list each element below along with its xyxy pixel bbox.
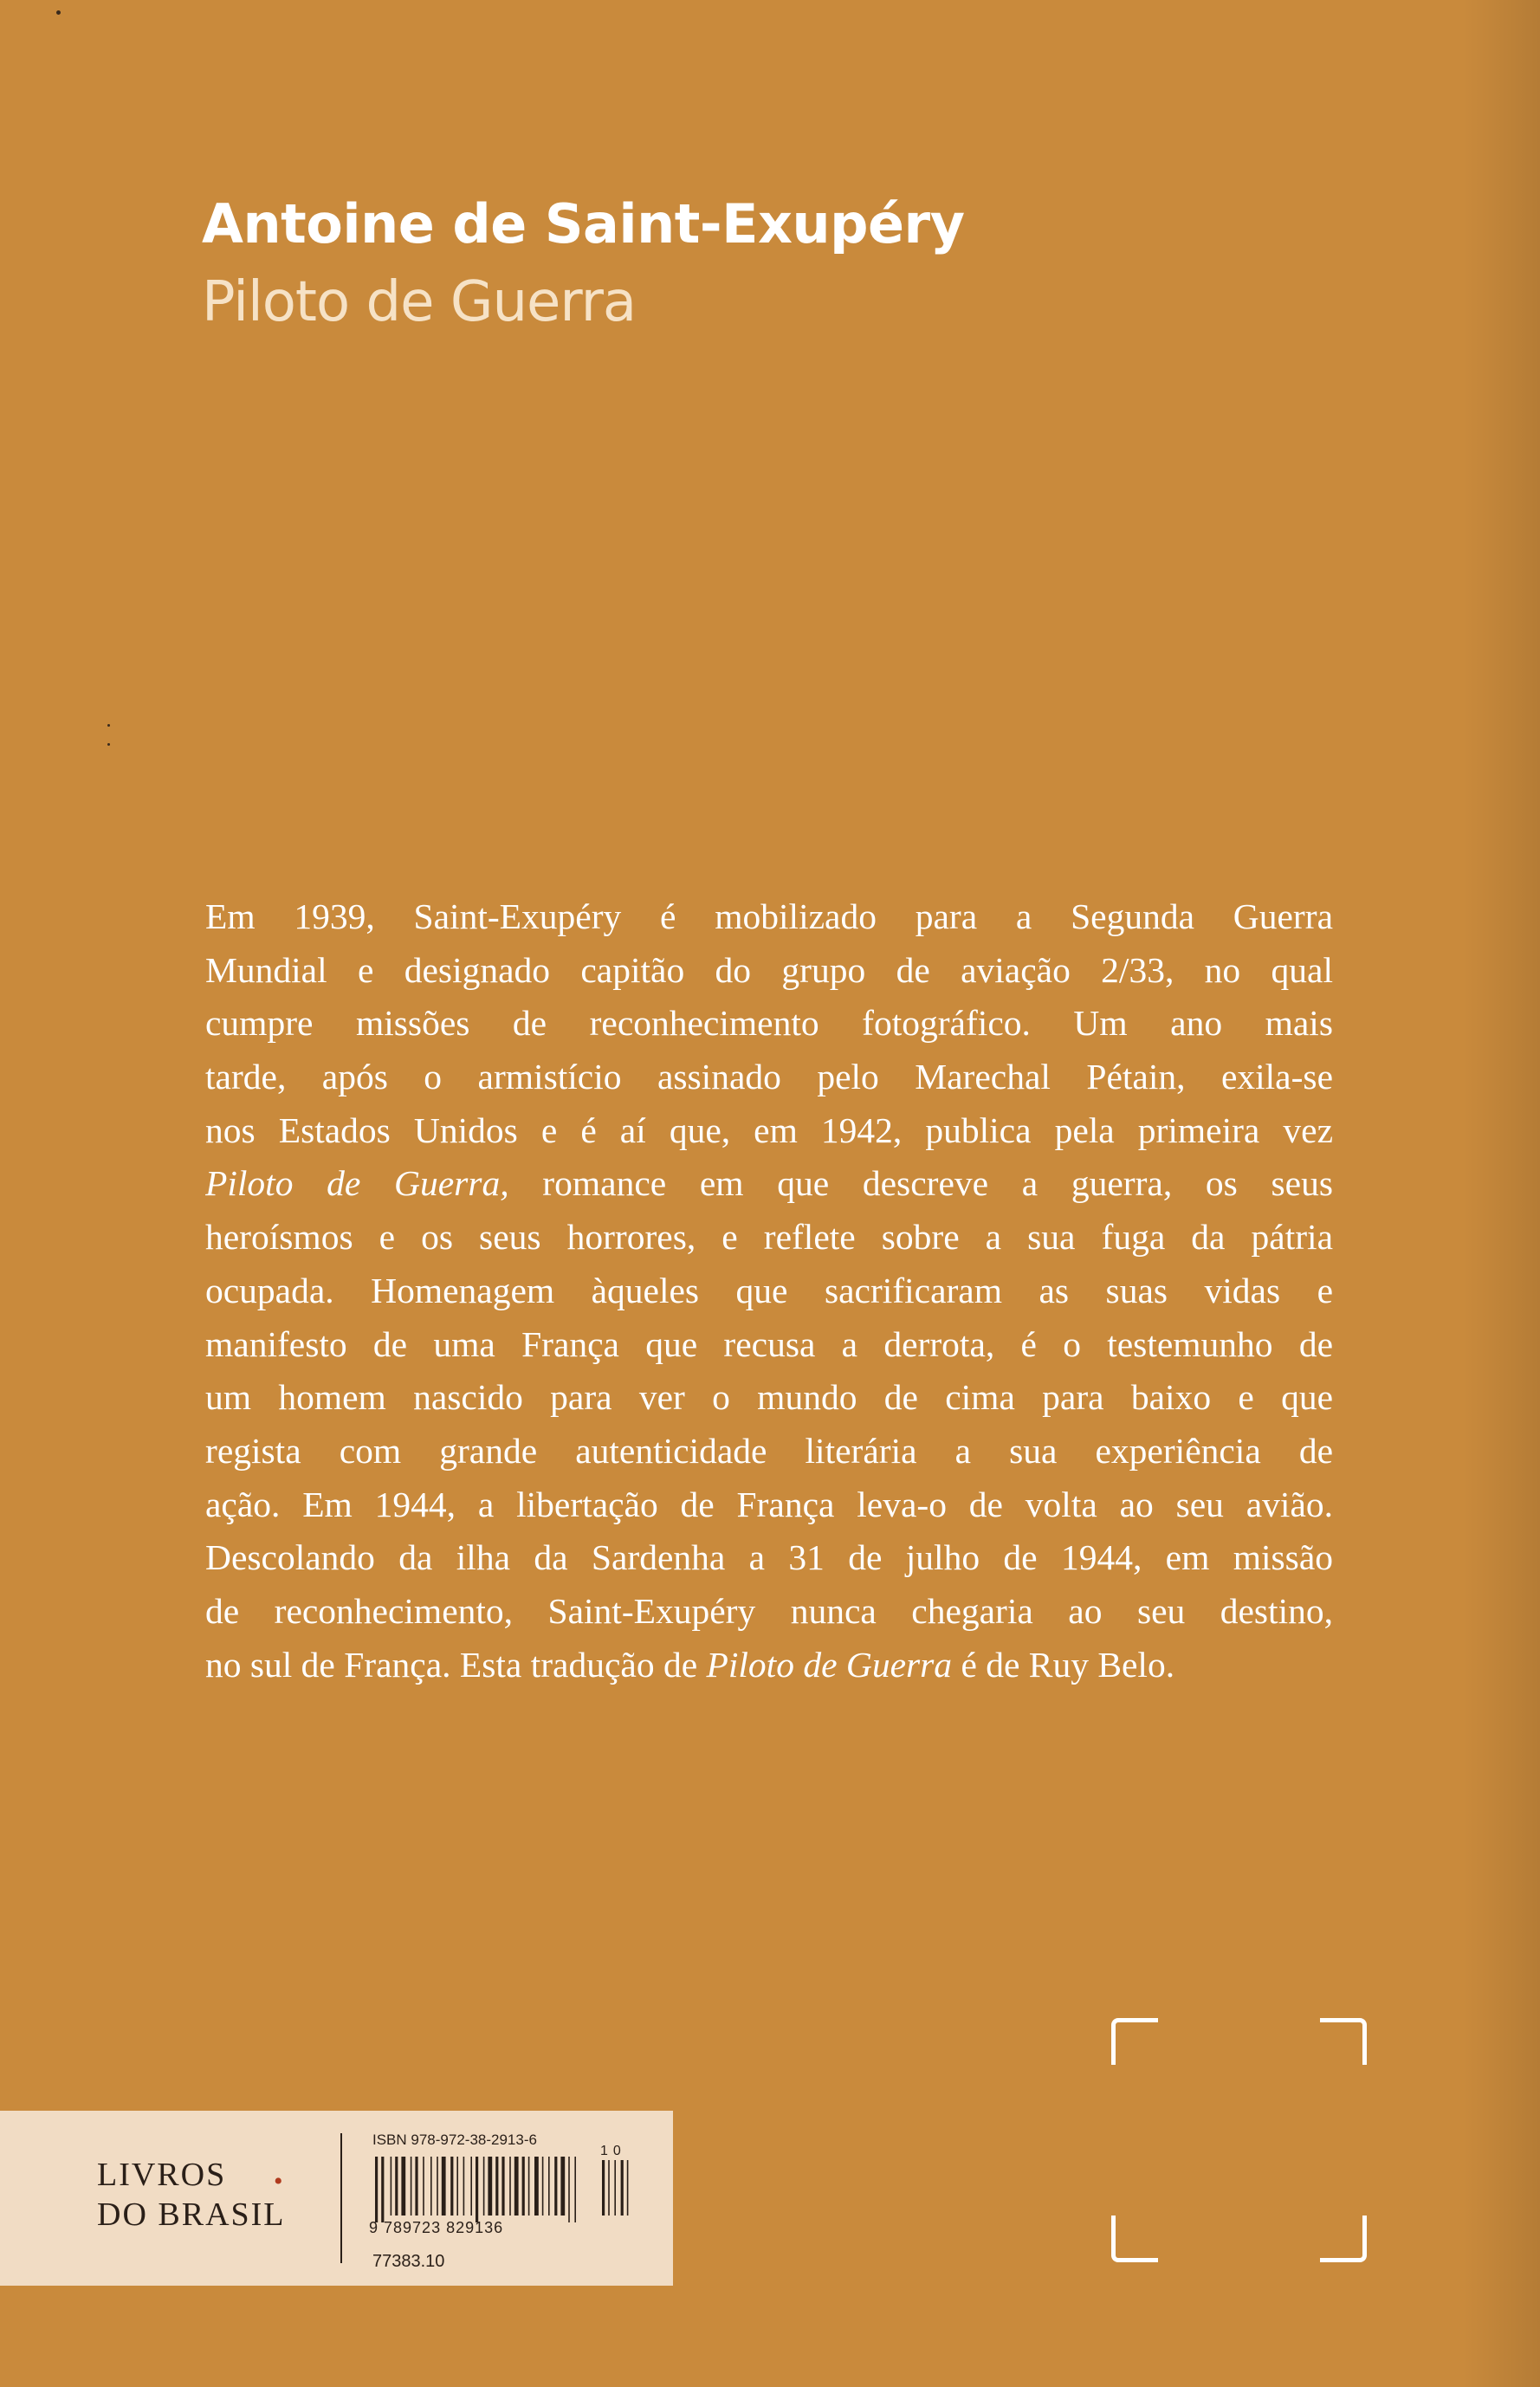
blurb-line-end: é de Ruy Belo.: [961, 1644, 1175, 1685]
blurb-line-with-title: [205, 1639, 1333, 1692]
isbn-label: ISBN 978-972-38-2913-6: [372, 2131, 537, 2148]
frame-corner-top-left: [1111, 2018, 1158, 2065]
blurb-line-start: no sul de França. Esta tradução de: [205, 1644, 698, 1685]
blurb-line: heroísmos e os seus horrores, e reflete sobre a sua fuga da pátria: [205, 1217, 1333, 1258]
publisher-logo: [97, 2155, 286, 2235]
speck: [107, 724, 110, 727]
barcode-image: [370, 2157, 630, 2226]
blurb-line: ocupada. Homenagem àqueles que sacrificaram as suas vidas e: [205, 1270, 1333, 1310]
barcode-addon: 10: [600, 2144, 626, 2158]
frame-corner-top-right: [1320, 2018, 1367, 2065]
speck: [56, 10, 61, 15]
blurb-line: nos Estados Unidos e é aí que, em 1942, publica pela primeira vez: [205, 1109, 1333, 1150]
blurb-line: regista com grande autenticidade literária a sua experiência de: [205, 1430, 1333, 1471]
blurb-line: cumpre missões de reconhecimento fotográfico. Um ano mais: [205, 1003, 1333, 1044]
blurb-text: [205, 890, 1333, 1692]
blurb-line: de reconhecimento, Saint-Exupéry nunca chegaria ao seu destino,: [205, 1590, 1333, 1631]
blurb-title-italic: Piloto de Guerra: [706, 1644, 953, 1685]
frame-corner-bottom-right: [1320, 2216, 1367, 2262]
spine-shadow: [1462, 0, 1540, 2387]
publisher-line-2: DO BRASIL: [97, 2196, 286, 2233]
blurb-line: um homem nascido para ver o mundo de cima para baixo e que: [205, 1377, 1333, 1418]
blurb-line: Mundial e designado capitão do grupo de aviação 2/33, no qual: [205, 949, 1333, 990]
blurb-line: Em 1939, Saint-Exupéry é mobilizado para a Segunda Guerra: [205, 896, 1333, 936]
barcode-digits: 9 789723 829136: [369, 2219, 504, 2236]
product-code: 77383.10: [372, 2252, 445, 2271]
book-title: Piloto de Guerra: [202, 270, 637, 334]
frame-corner-bottom-left: [1111, 2216, 1158, 2262]
blurb-line: tarde, após o armistício assinado pelo Marechal Pétain, exila-se: [205, 1057, 1333, 1097]
speck: [107, 743, 110, 746]
publisher-line-1: LIVROS: [97, 2157, 227, 2193]
blurb-title-italic: Piloto de Guerra,: [205, 1163, 509, 1204]
author-name: Antoine de Saint-Exupéry: [202, 192, 965, 256]
blurb-line: manifesto de uma França que recusa a derrota, é o testemunho de: [205, 1323, 1333, 1364]
blurb-line-with-title: [205, 1157, 1333, 1211]
publisher-dot-icon: •: [274, 2167, 285, 2196]
blurb-line: ação. Em 1944, a libertação de França leva-o de volta ao seu avião.: [205, 1484, 1333, 1524]
divider: [340, 2133, 342, 2263]
blurb-line-rest: romance em que descreve a guerra, os seus: [542, 1163, 1333, 1204]
blurb-line: Descolando da ilha da Sardenha a 31 de julho de 1944, em missão: [205, 1537, 1333, 1578]
